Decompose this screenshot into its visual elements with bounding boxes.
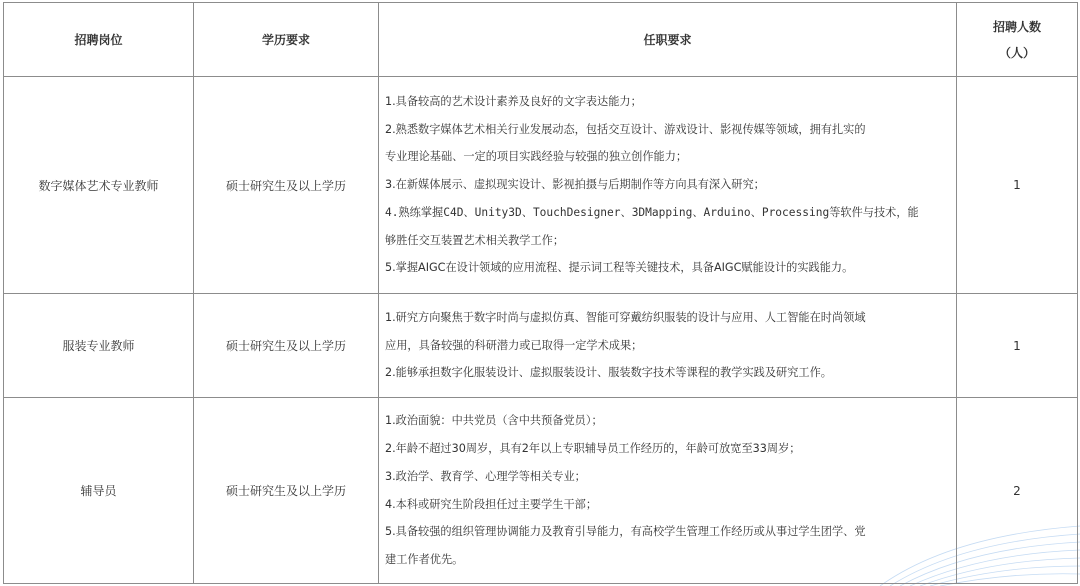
requirement-line: 够胜任交互装置艺术相关教学工作； xyxy=(385,233,565,247)
requirement-line: 3.政治学、教育学、心理学等相关专业； xyxy=(385,469,586,483)
requirement-line: 5.掌握AIGC在设计领域的应用流程、提示词工程等关键技术，具备AIGC赋能设计的实践能力。 xyxy=(385,261,854,275)
education-cell: 硕士研究生及以上学历 xyxy=(194,77,379,294)
position-cell: 服装专业教师 xyxy=(4,294,194,398)
count-cell: 2 xyxy=(957,398,1078,584)
header-count-line1: 招聘人数 xyxy=(992,19,1041,34)
requirement-line: 1.研究方向聚焦于数字时尚与虚拟仿真、智能可穿戴纺织服装的设计与应用、人工智能在时尚领域 xyxy=(385,310,866,324)
requirement-line: 3.在新媒体展示、虚拟现实设计、影视拍摄与后期制作等方向具有深入研究； xyxy=(385,178,765,192)
requirement-line: 1.政治面貌：中共党员（含中共预备党员）； xyxy=(385,414,603,428)
header-education: 学历要求 xyxy=(194,3,379,77)
requirement-line: 4.熟练掌握C4D、Unity3D、TouchDesigner、3DMapping、Arduino、Processing等软件与技术，能 xyxy=(385,205,919,219)
header-requirements: 任职要求 xyxy=(379,3,957,77)
recruitment-table xyxy=(3,2,1078,584)
header-count xyxy=(957,3,1078,77)
position-cell: 辅导员 xyxy=(4,398,194,584)
education-cell: 硕士研究生及以上学历 xyxy=(194,398,379,584)
table-row xyxy=(4,77,1078,294)
requirement-line: 2.能够承担数字化服装设计、虚拟服装设计、服装数字技术等课程的教学实践及研究工作。 xyxy=(385,366,832,380)
requirement-line: 应用，具备较强的科研潜力或已取得一定学术成果； xyxy=(385,338,643,352)
requirement-line: 建工作者优先。 xyxy=(385,553,464,567)
requirement-line: 2.熟悉数字媒体艺术相关行业发展动态，包括交互设计、游戏设计、影视传媒等领域，拥有扎实的 xyxy=(385,122,866,136)
requirements-cell xyxy=(379,77,957,294)
requirements-cell xyxy=(379,294,957,398)
requirement-line: 1.具备较高的艺术设计素养及良好的文字表达能力； xyxy=(385,94,642,108)
requirement-line: 2.年龄不超过30周岁，具有2年以上专职辅导员工作经历的，年龄可放宽至33周岁； xyxy=(385,441,801,455)
requirement-line: 4.本科或研究生阶段担任过主要学生干部； xyxy=(385,497,598,511)
header-position: 招聘岗位 xyxy=(4,3,194,77)
position-cell: 数字媒体艺术专业教师 xyxy=(4,77,194,294)
header-count-line2: （人） xyxy=(998,45,1035,60)
count-cell: 1 xyxy=(957,77,1078,294)
count-cell: 1 xyxy=(957,294,1078,398)
education-cell: 硕士研究生及以上学历 xyxy=(194,294,379,398)
requirement-line: 5.具备较强的组织管理协调能力及教育引导能力，有高校学生管理工作经历或从事过学生团学、党 xyxy=(385,525,866,539)
requirements-cell xyxy=(379,398,957,584)
table-header-row xyxy=(4,3,1078,77)
requirement-line: 专业理论基础、一定的项目实践经验与较强的独立创作能力； xyxy=(385,150,688,164)
table-row xyxy=(4,398,1078,584)
table-row xyxy=(4,294,1078,398)
